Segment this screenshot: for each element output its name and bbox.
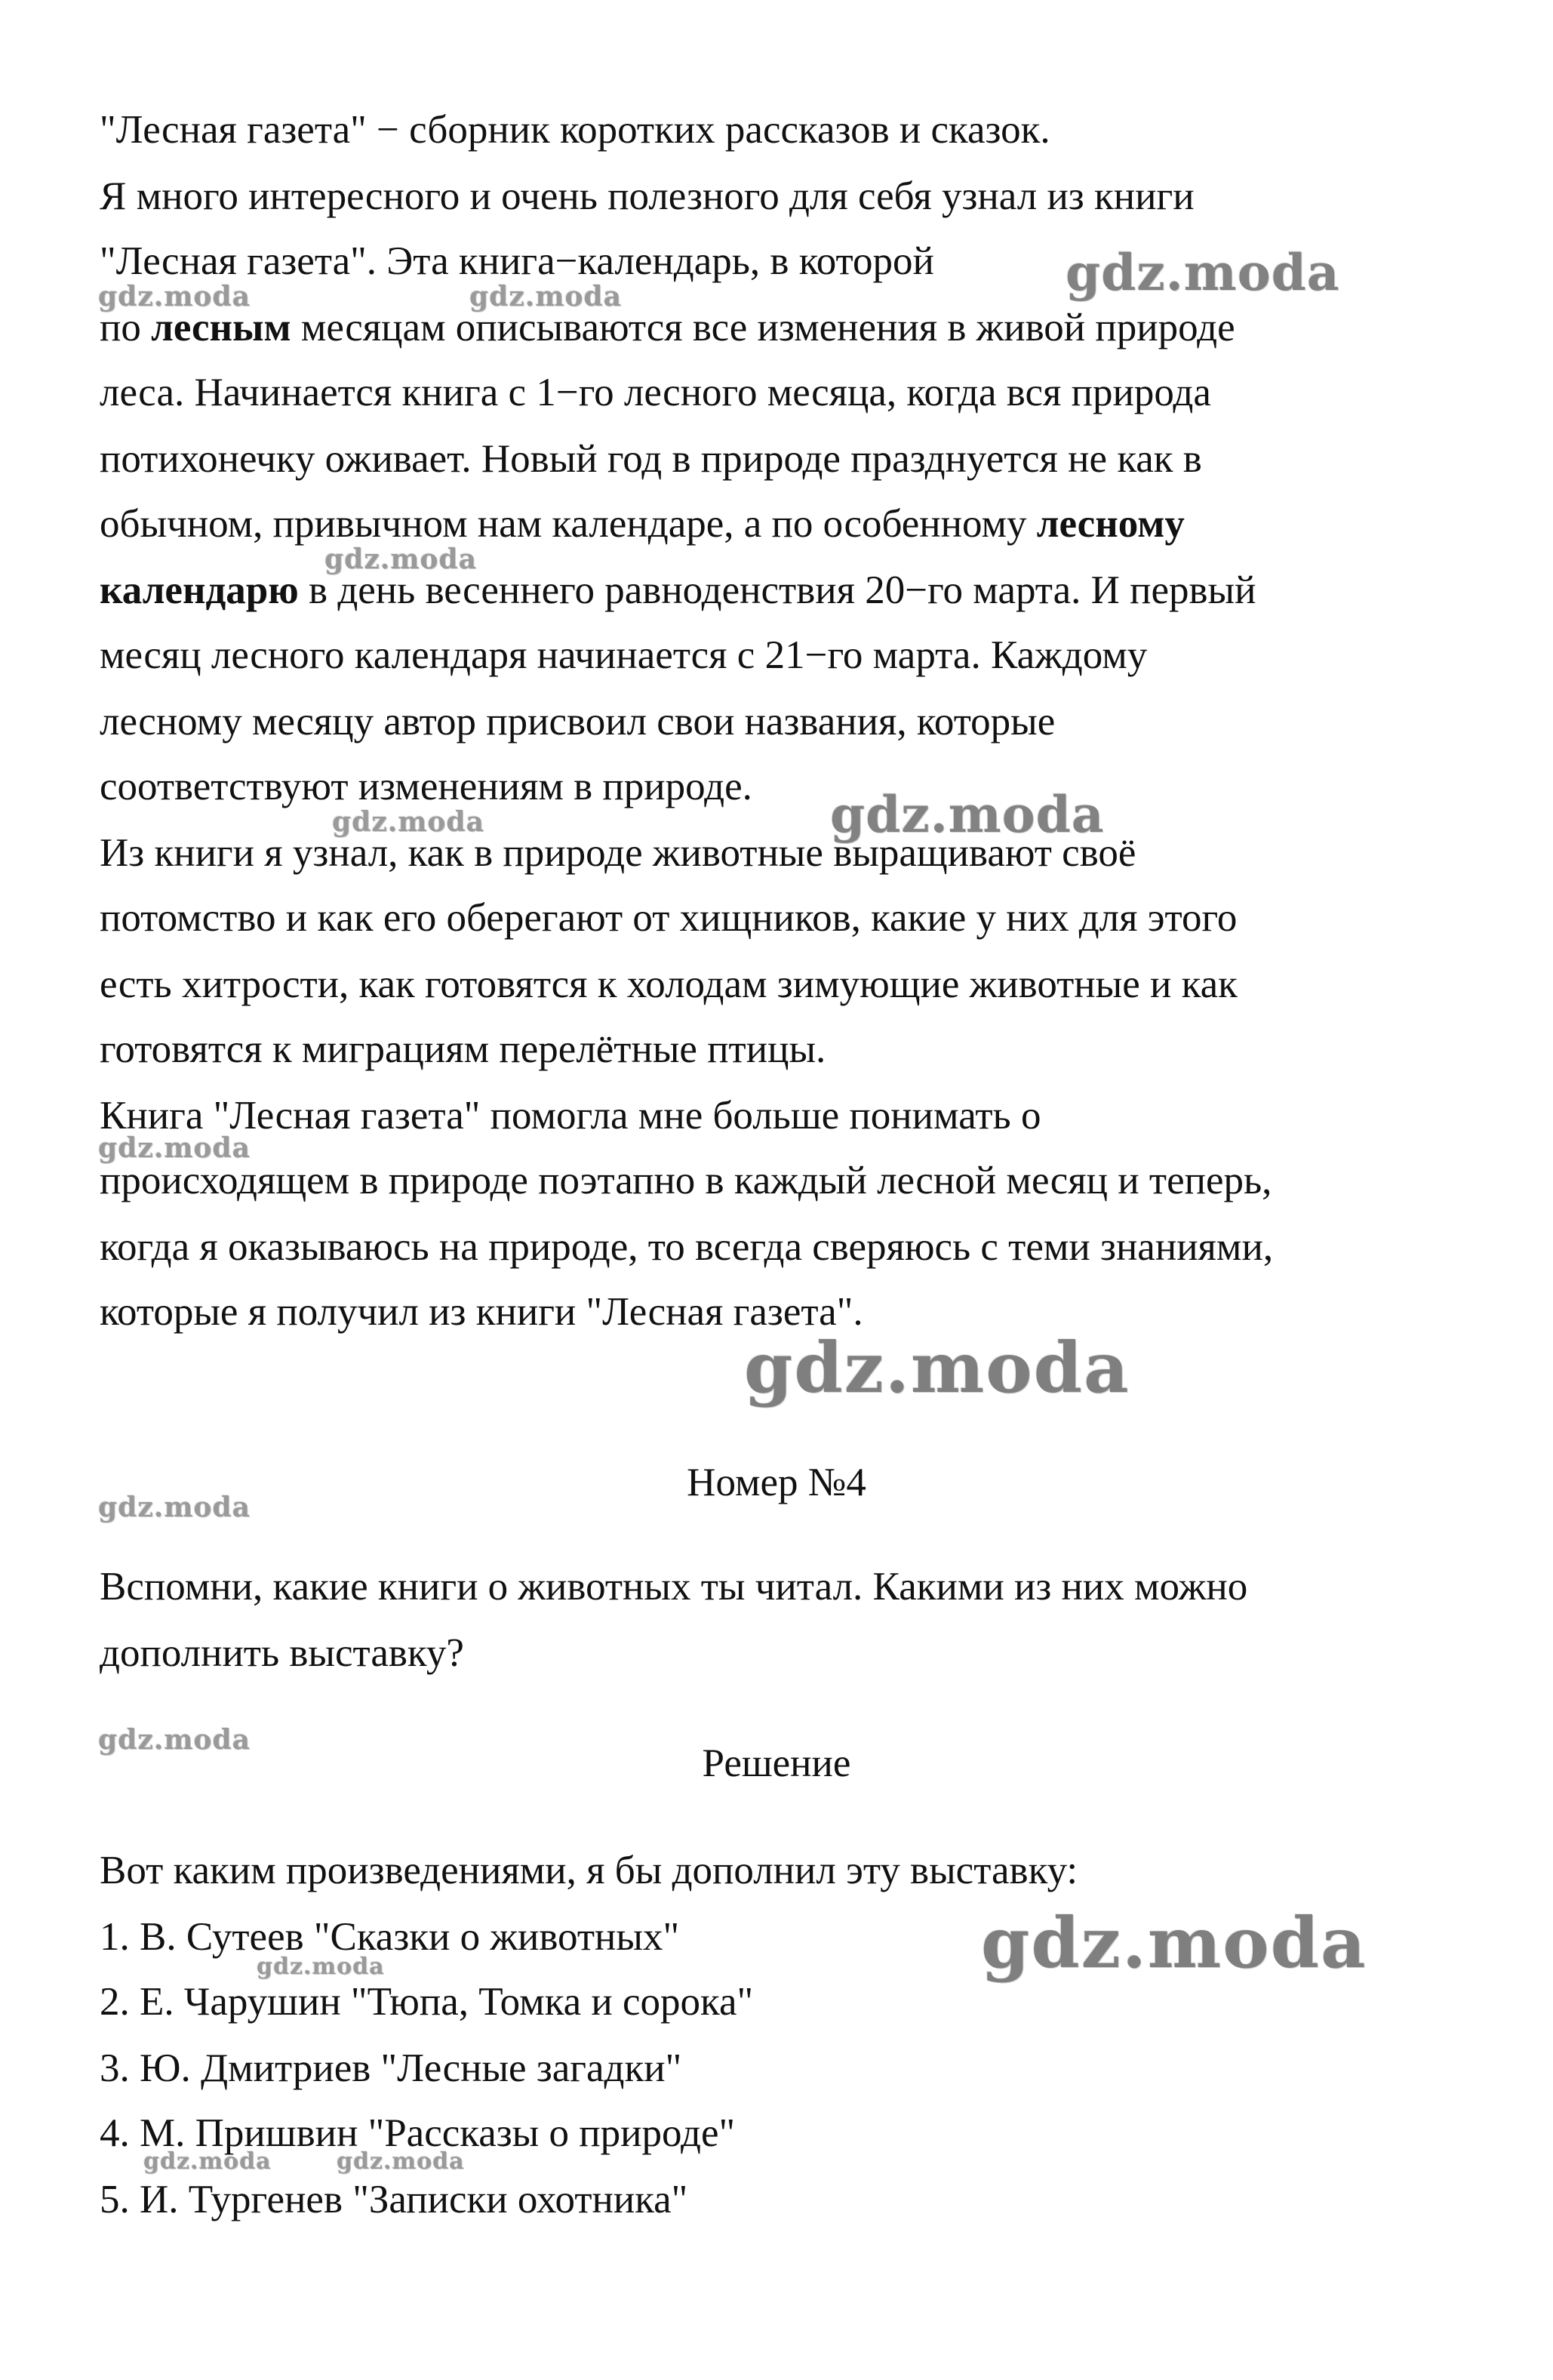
solution-heading: Решение: [702, 1741, 851, 1785]
text-line: месяц лесного календаря начинается с 21−го марта. Каждому: [100, 633, 1148, 677]
text-segment: по: [100, 306, 152, 349]
text-segment: в день весеннего равноденствия 20−го марта. И первый: [298, 568, 1256, 612]
watermark: gdz.moda: [324, 543, 477, 575]
book-list-item: 2. Е. Чарушин "Тюпа, Томка и сорока": [100, 1980, 754, 2024]
watermark: gdz.moda: [981, 1902, 1367, 1984]
text-line: потихонечку оживает. Новый год в природе празднуется не как в: [100, 437, 1202, 481]
book-list-item: 3. Ю. Дмитриев "Лесные загадки": [100, 2046, 682, 2090]
text-line: лесному месяцу автор присвоил свои названия, которые: [100, 700, 1056, 744]
text-line: [100, 303, 1235, 352]
watermark: gdz.moda: [1066, 243, 1340, 302]
bold-term: лесному: [1036, 502, 1185, 546]
text-line: потомство и как его оберегают от хищников, какие у них для этого: [100, 896, 1238, 940]
watermark: gdz.moda: [337, 2148, 465, 2175]
watermark: gdz.moda: [257, 1954, 385, 1980]
text-line: Я много интересного и очень полезного для себя узнал из книги: [100, 174, 1195, 218]
text-segment: месяцам описываются все изменения в живой природе: [291, 306, 1235, 349]
text-line: готовятся к миграциям перелётные птицы.: [100, 1027, 826, 1071]
text-line: "Лесная газета" − сборник коротких рассказов и сказок.: [100, 108, 1050, 152]
text-line: Из книги я узнал, как в природе животные выращивают своё: [100, 831, 1136, 875]
text-line: Книга "Лесная газета" помогла мне больше понимать о: [100, 1094, 1041, 1138]
watermark: gdz.moda: [469, 281, 622, 313]
bold-term: календарю: [100, 568, 299, 612]
text-line: [100, 500, 1185, 548]
book-list-item: 5. И. Тургенев "Записки охотника": [100, 2178, 688, 2221]
text-line: происходящем в природе поэтапно в каждый лесной месяц и теперь,: [100, 1159, 1272, 1202]
text-line: есть хитрости, как готовятся к холодам зимующие животные и как: [100, 962, 1238, 1006]
watermark: gdz.moda: [98, 1492, 251, 1523]
text-line: [100, 566, 1256, 614]
bold-term: лесным: [151, 306, 291, 349]
watermark: gdz.moda: [98, 1132, 251, 1164]
text-segment: обычном, привычном нам календаре, а по особенному: [100, 502, 1037, 546]
watermark: gdz.moda: [143, 2148, 272, 2175]
text-line: леса. Начинается книга с 1−го лесного месяца, когда вся природа: [100, 371, 1211, 414]
watermark: gdz.moda: [98, 1724, 251, 1756]
task-text-line: Вспомни, какие книги о животных ты читал. Какими из них можно: [100, 1565, 1248, 1609]
book-list-item: 4. М. Пришвин "Рассказы о природе": [100, 2111, 736, 2155]
task-heading: Номер №4: [687, 1461, 866, 1504]
task-text-line: дополнить выставку?: [100, 1631, 464, 1675]
text-line: которые я получил из книги "Лесная газета".: [100, 1290, 863, 1334]
watermark: gdz.moda: [98, 281, 251, 313]
text-line: когда я оказываюсь на природе, то всегда сверяюсь с теми знаниями,: [100, 1225, 1274, 1269]
text-line: "Лесная газета". Эта книга−календарь, в которой: [100, 239, 934, 283]
text-line: соответствуют изменениям в природе.: [100, 765, 752, 808]
solution-intro: Вот каким произведениями, я бы дополнил эту выставку:: [100, 1849, 1078, 1892]
watermark: gdz.moda: [744, 1327, 1130, 1409]
watermark: gdz.moda: [332, 806, 484, 838]
watermark: gdz.moda: [830, 785, 1105, 844]
book-list-item: 1. В. Сутеев "Сказки о животных": [100, 1915, 680, 1959]
